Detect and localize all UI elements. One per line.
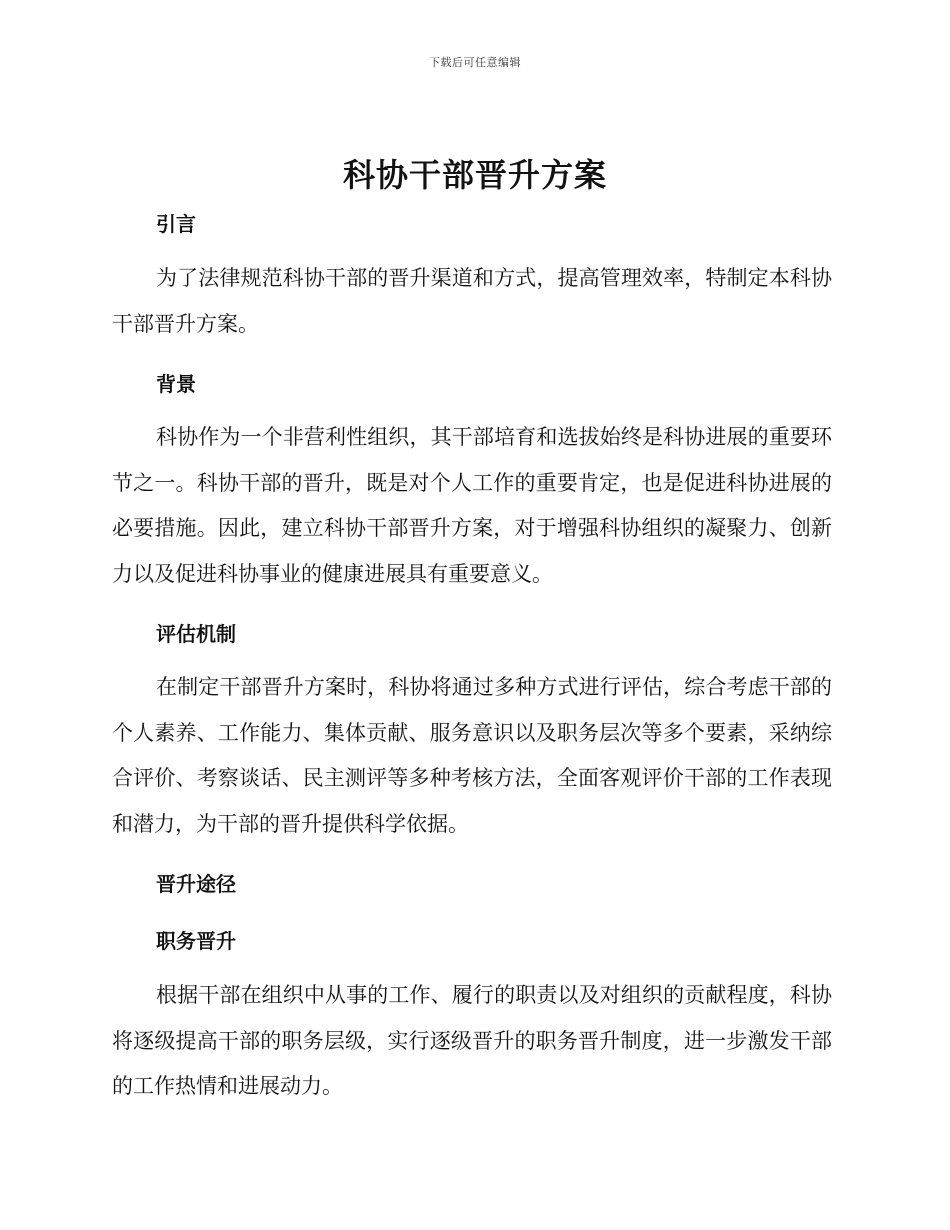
section-body-intro: 为了法律规范科协干部的晋升渠道和方式，提高管理效率，特制定本科协干部晋升方案。 [112, 266, 832, 336]
section-heading-promotion-path: 晋升途径 [156, 872, 236, 896]
section-body-position-promotion: 根据干部在组织中从事的工作、履行的职责以及对组织的贡献程度，科协将逐级提高干部的职务层级，实行逐级晋升的职务晋升制度，进一步激发干部的工作热情和进展动力。 [112, 983, 832, 1099]
section-heading-intro: 引言 [156, 212, 196, 236]
section-body-evaluation: 在制定干部晋升方案时，科协将通过多种方式进行评估，综合考虑干部的个人素养、工作能力、集体贡献、服务意识以及职务层次等多个要素，采纳综合评价、考察谈话、民主测评等多种考核方法，全面客观评价干部的工作表现和潜力，为干部的晋升提供科学依据。 [112, 675, 832, 837]
section-heading-evaluation: 评估机制 [156, 622, 236, 646]
section-heading-position-promotion: 职务晋升 [156, 929, 236, 953]
document-title: 科协干部晋升方案 [342, 156, 607, 194]
section-heading-background: 背景 [156, 372, 196, 396]
header-note: 下载后可任意编辑 [429, 56, 521, 69]
section-body-background: 科协作为一个非营利性组织，其干部培育和选拔始终是科协进展的重要环节之一。科协干部的晋升，既是对个人工作的重要肯定，也是促进科协进展的必要措施。因此，建立科协干部晋升方案，对于增强科协组织的凝聚力、创新力以及促进科协事业的健康进展具有重要意义。 [112, 425, 832, 587]
